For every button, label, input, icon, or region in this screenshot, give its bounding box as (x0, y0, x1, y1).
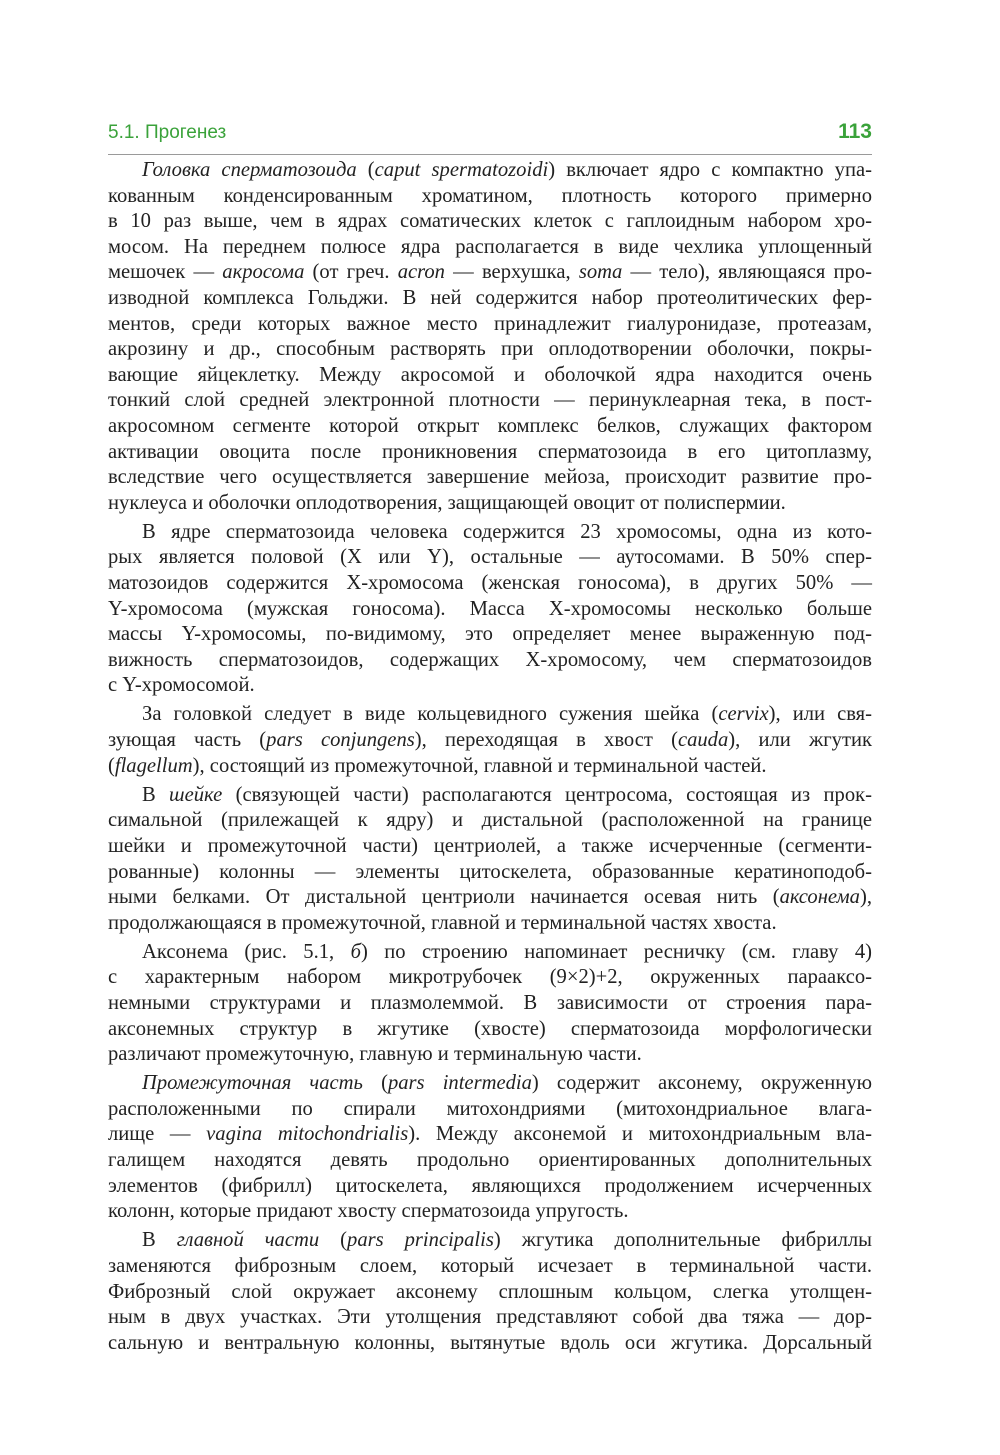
italic-term: flagellum (114, 754, 193, 777)
text-run: элементов (фибрилл) цитоскелета, являющихся продолжением исчерченных (108, 1174, 872, 1197)
text-line (108, 1071, 872, 1097)
text-run: продолжающаяся в промежуточной, главной и терминальной частях хвоста. (108, 911, 777, 934)
text-run: ) содержит аксонему, окруженную (531, 1072, 872, 1095)
text-run: ными белками. От дистальной центриоли начинается осевая нить ( (108, 886, 780, 909)
text-run: ), переходящая в хвост ( (414, 729, 678, 752)
text-run: Y-хромосома (мужская гоносома). Масса X-хромосомы несколько больше (108, 597, 872, 620)
italic-term: Промежуточная часть (142, 1072, 363, 1095)
text-line (108, 1331, 872, 1357)
text-run: — тело), являющаяся про- (622, 261, 872, 284)
text-line (108, 965, 872, 991)
text-line (108, 235, 872, 261)
italic-term: pars conjungens (266, 729, 415, 752)
text-run: ) по строению напоминает ресничку (см. главу 4) (360, 940, 872, 963)
text-run: галищем находятся девять продольно ориентированных дополнительных (108, 1149, 872, 1172)
text-run: В (142, 1229, 177, 1252)
text-run: с Y-хромосомой. (108, 674, 255, 697)
text-line (108, 158, 872, 184)
text-run: За головкой следует в виде кольцевидного сужения шейка ( (142, 703, 719, 726)
text-run: ) жгутика дополнительные фибриллы (493, 1229, 872, 1252)
text-run: лище — (108, 1123, 207, 1146)
text-run: В (142, 783, 170, 806)
italic-term: cauda (677, 729, 729, 752)
text-run: симальной (прилежащей к ядру) и дистальной (расположенной на границе (108, 809, 872, 832)
text-line (108, 702, 872, 728)
paragraph (108, 520, 872, 699)
text-line (108, 754, 872, 780)
text-run: рых является половой (X или Y), остальные — аутосомами. В 50% спер- (108, 546, 872, 569)
text-run: ( (319, 1229, 348, 1252)
italic-term: caput spermatozoidi (374, 159, 549, 181)
paragraph (108, 940, 872, 1068)
text-run: ), или жгутик (728, 729, 872, 752)
text-run: матозоидов содержится X-хромосома (женская гоносома), в других 50% — (108, 572, 872, 594)
text-run: кованным конденсированным хроматином, плотность которого примерно (108, 184, 872, 207)
text-run: различают промежуточную, главную и терминальную части. (108, 1043, 642, 1066)
text-run: ным в двух участках. Эти утолщения представляют собой два тяжа — дор- (108, 1306, 872, 1329)
text-run: ( (356, 159, 375, 181)
text-line (108, 673, 872, 699)
text-line (108, 545, 872, 571)
text-line (108, 184, 872, 210)
text-run: массы Y-хромосомы, по-видимому, это определяет менее выраженную под- (108, 623, 872, 646)
text-line (108, 728, 872, 754)
text-line (108, 440, 872, 466)
text-run: акрозину и др., способным растворять при оплодотворении оболочки, покры- (108, 338, 872, 361)
text-run: ), состоящий из промежуточной, главной и терминальной частей. (192, 754, 767, 777)
text-line (108, 286, 872, 312)
italic-term: acron (397, 261, 445, 284)
italic-term: аксонема (779, 886, 860, 909)
text-line (108, 1122, 872, 1148)
text-run: активации овоцита после проникновения сперматозоида в его цитоплазму, (108, 440, 872, 463)
body-text (108, 158, 872, 1356)
text-run: с характерным набором микротрубочек (9×2)+2, окруженных парааксо- (108, 966, 872, 989)
text-run: ), (859, 886, 872, 909)
text-line (108, 911, 872, 937)
italic-term: pars intermedia (387, 1072, 532, 1095)
text-run: сальную и вентральную колонны, вытянутые вдоль оси жгутика. Дорсальный (108, 1331, 872, 1354)
text-line (108, 465, 872, 491)
text-run: ) включает ядро с компактно упа- (548, 159, 872, 181)
text-line (108, 860, 872, 886)
text-line (108, 1148, 872, 1174)
text-line (108, 520, 872, 546)
text-run: заменяются фиброзным слоем, который исчезает в терминальной части. (108, 1254, 872, 1277)
text-run: В ядре сперматозоида человека содержится 23 хромосомы, одна из кото- (142, 520, 872, 543)
text-line (108, 885, 872, 911)
italic-term: soma (578, 261, 623, 284)
text-run: тонкий слой средней электронной плотности — перинуклеарная тека, в пост- (108, 389, 872, 412)
italic-term: б (350, 940, 361, 963)
text-line (108, 209, 872, 235)
italic-term: pars principalis (347, 1229, 494, 1252)
text-line (108, 571, 872, 597)
text-run: ), или свя- (768, 703, 872, 726)
text-line (108, 414, 872, 440)
text-run: колонн, которые придают хвосту сперматозоида упругость. (108, 1200, 629, 1223)
text-line (108, 648, 872, 674)
text-run: в 10 раз выше, чем в ядрах соматических клеток с гаплоидным набором хро- (108, 210, 872, 233)
italic-term: cervix (718, 703, 769, 726)
text-run: изводной комплекса Гольджи. В ней содержится набор протеолитических фер- (108, 286, 872, 309)
text-line (108, 312, 872, 338)
text-line (108, 363, 872, 389)
italic-term: главной части (176, 1229, 320, 1252)
text-line (108, 1097, 872, 1123)
italic-term: vagina mitochondrialis (206, 1123, 409, 1146)
text-run: расположенными по спирали митохондриями (митохондриальное влага- (108, 1097, 872, 1120)
text-line (108, 1199, 872, 1225)
running-head: 5.1. Прогенез (108, 122, 227, 143)
text-line (108, 597, 872, 623)
text-run: нуклеуса и оболочки оплодотворения, защищающей овоцит от полиспермии. (108, 491, 786, 514)
text-line (108, 388, 872, 414)
text-run: аксонемных структур в жгутике (хвосте) сперматозоида морфологически (108, 1017, 872, 1040)
text-run: рованные) колонны — элементы цитоскелета, образованные кератиноподоб- (108, 860, 872, 883)
text-line (108, 783, 872, 809)
text-run: ментов, среди которых важное место принадлежит гиалуронидазе, протеазам, (108, 312, 872, 335)
text-line (108, 940, 872, 966)
text-line (108, 622, 872, 648)
text-run: ( (362, 1072, 388, 1095)
text-line (108, 491, 872, 517)
page-header (108, 122, 872, 155)
text-run: вижность сперматозоидов, содержащих X-хромосому, чем сперматозоидов (108, 648, 872, 671)
paragraph (108, 783, 872, 937)
text-line (108, 1254, 872, 1280)
text-line (108, 337, 872, 363)
text-line (108, 808, 872, 834)
text-run: (от греч. (304, 261, 398, 284)
text-line (108, 1042, 872, 1068)
text-line (108, 991, 872, 1017)
paragraph (108, 1228, 872, 1356)
text-run: Фиброзный слой окружает аксонему сплошным кольцом, слегка утолщен- (108, 1280, 872, 1303)
paragraph (108, 1071, 872, 1225)
text-line (108, 834, 872, 860)
text-line (108, 1280, 872, 1306)
text-line (108, 1017, 872, 1043)
text-line (108, 1174, 872, 1200)
text-run: Аксонема (рис. 5.1, (142, 940, 351, 963)
italic-term: Головка сперматозоида (142, 159, 357, 181)
paragraph (108, 158, 872, 516)
text-line (108, 260, 872, 286)
text-run: шейки и промежуточной части) центриолей, а также исчерченные (сегменти- (108, 834, 872, 857)
text-run: ( (108, 754, 115, 777)
italic-term: шейке (169, 783, 223, 806)
text-run: мешочек — (108, 261, 223, 284)
text-run: немными структурами и плазмолеммой. В зависимости от строения пара- (108, 992, 872, 1014)
paragraph (108, 702, 872, 779)
text-run: вследствие чего осуществляется завершение мейоза, происходит развитие про- (108, 466, 872, 489)
page-number: 113 (838, 120, 872, 143)
text-line (108, 1305, 872, 1331)
italic-term: акросома (222, 261, 305, 284)
text-run: акросомном сегменте которой открыт комплекс белков, служащих фактором (108, 414, 872, 437)
text-run: мосом. На переднем полюсе ядра располагается в виде чехлика уплощенный (108, 235, 872, 258)
text-run: — верхушка, (444, 261, 579, 284)
text-run: ). Между аксонемой и митохондриальным вла- (408, 1123, 872, 1146)
text-run: зующая часть ( (108, 729, 267, 752)
text-run: вающие яйцеклетку. Между акросомой и оболочкой ядра находится очень (108, 363, 872, 386)
text-line (108, 1228, 872, 1254)
text-run: (связующей части) располагаются центросома, состоящая из прок- (222, 783, 872, 806)
